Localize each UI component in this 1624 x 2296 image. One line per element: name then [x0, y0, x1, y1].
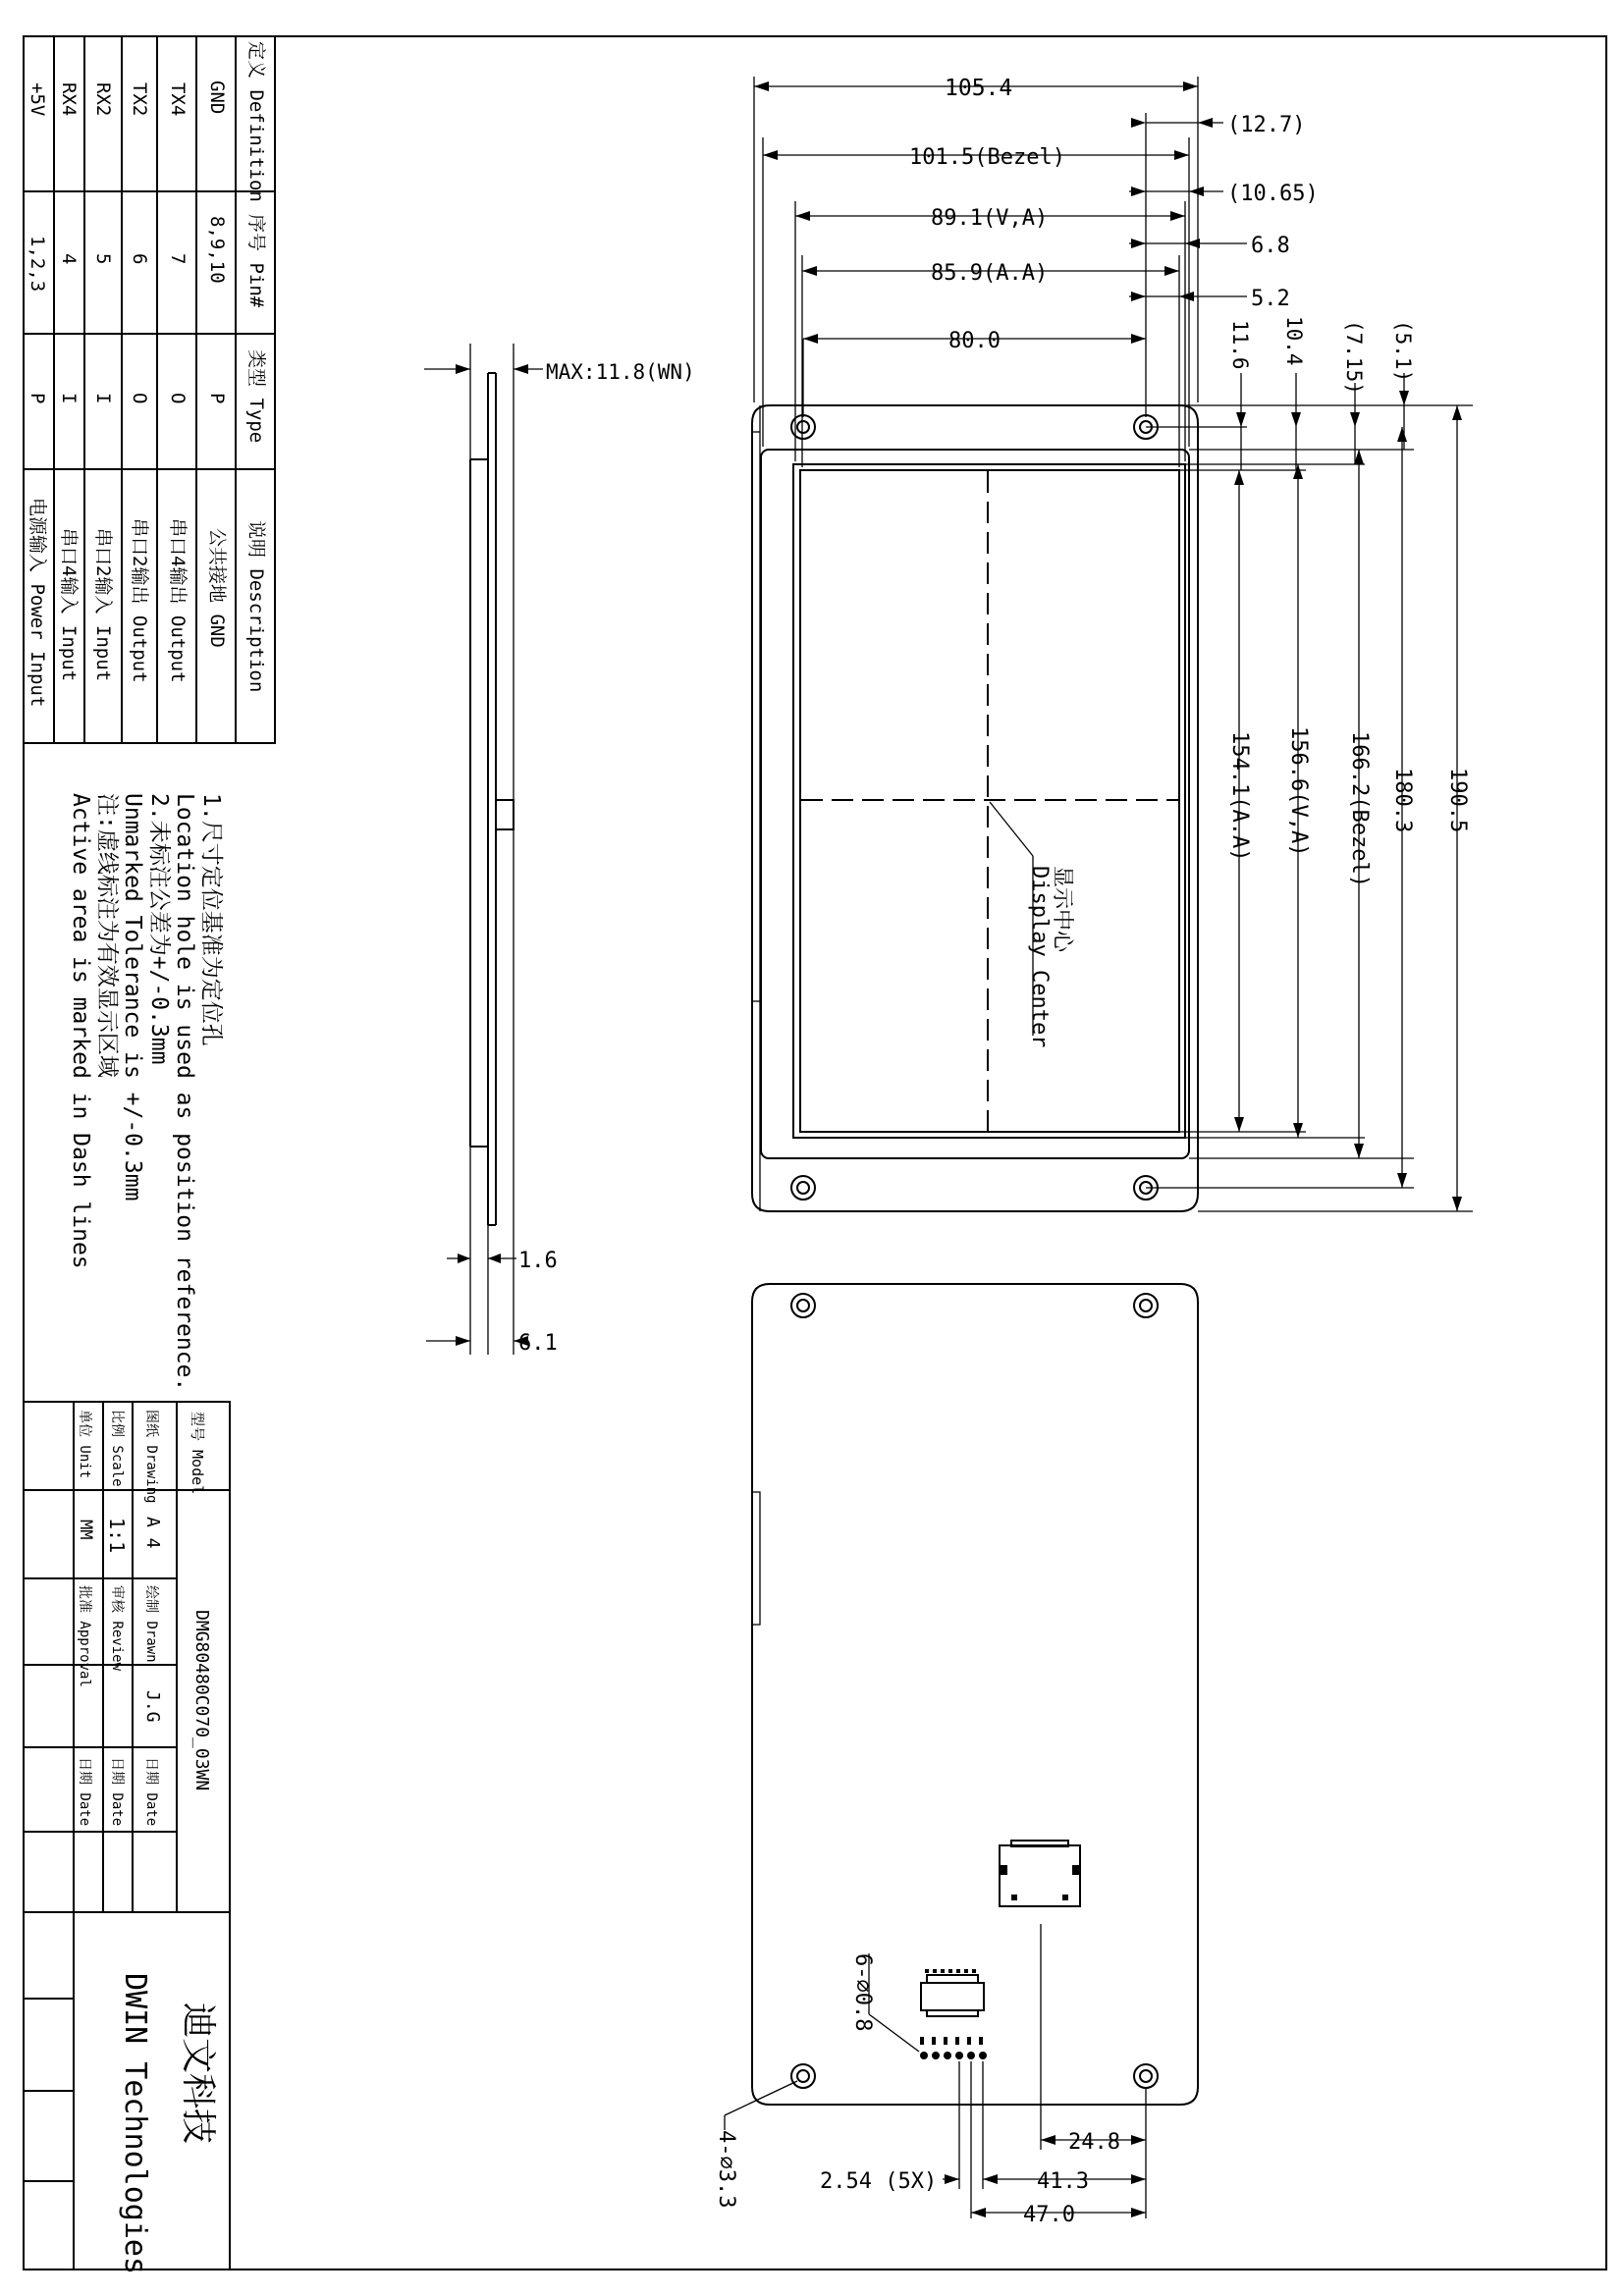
unit-label: 单位 Unit [77, 1410, 92, 1479]
drawing-value: A 4 [142, 1517, 163, 1549]
dim-41-3: 41.3 [1037, 2169, 1089, 2194]
display-center-cn: 显示中心 [1050, 866, 1074, 953]
cell-type: O [167, 393, 189, 404]
note-3-cn: 注:虚线标注为有效显示区域 [94, 793, 120, 1078]
cell-desc: 串口4输出 Output [167, 518, 189, 683]
pin-table [24, 36, 275, 743]
dim-va-height: 156.6(V,A) [1286, 726, 1311, 857]
review-label: 审核 Review [109, 1585, 125, 1672]
holes-small-label: 6-⌀0.8 [850, 1953, 875, 2032]
cell-desc: 串口4输入 Input [58, 528, 80, 682]
cell-type: P [27, 393, 48, 404]
scale-label: 比例 Scale [109, 1410, 125, 1487]
cell-desc: 电源输入 Power Input [27, 498, 48, 708]
dim-6-8: 6.8 [1251, 234, 1290, 258]
cell-def: +5V [27, 82, 48, 117]
date-label-2: 日期 Date [109, 1757, 125, 1827]
dim-24-8: 24.8 [1068, 2130, 1120, 2155]
scale-value: 1:1 [105, 1518, 129, 1554]
drawn-value: J.G [142, 1690, 163, 1723]
pads-top [925, 1969, 976, 1973]
approval-label: 批准 Approval [77, 1585, 92, 1687]
dim-80: 80.0 [948, 329, 1001, 353]
cell-desc: 公共接地 GND [206, 528, 228, 648]
note-2-en: Unmarked Tolerance is +/-0.3mm [120, 793, 145, 1201]
header-description: 说明 Description [245, 520, 267, 693]
dim-aa-height: 154.1(A.A) [1227, 731, 1252, 862]
model-value: DMG80480C070_03WN [191, 1610, 212, 1791]
cell-def: TX4 [167, 82, 189, 117]
cell-pin: 5 [92, 253, 114, 265]
date-label-3: 日期 Date [77, 1757, 92, 1827]
cell-pin: 7 [167, 253, 189, 265]
header-definition: 定义 Definition [245, 41, 267, 202]
dim-5-1: (5.1) [1391, 320, 1415, 383]
dim-12-7: (12.7) [1227, 113, 1306, 137]
dim-47: 47.0 [1023, 2203, 1075, 2227]
cell-def: RX4 [58, 82, 80, 117]
note-1-cn: 1.尺寸定位基准为定位孔 [198, 793, 224, 1046]
dim-5-2: 5.2 [1251, 287, 1290, 311]
note-2-cn: 2.未标注公差为+/-0.3mm [146, 793, 172, 1065]
cell-def: RX2 [92, 82, 114, 117]
side-view [424, 344, 695, 1356]
dim-pitch: 2.54 (5X) [820, 2169, 938, 2194]
dim-bezel-width: 101.5(Bezel) [909, 145, 1065, 170]
dim-10-4: 10.4 [1282, 316, 1306, 366]
header-type: 类型 Type [245, 349, 267, 444]
holes-big-label: 4-⌀3.3 [714, 2130, 738, 2209]
dim-105-4: 105.4 [945, 76, 1013, 101]
dim-11-6: 11.6 [1228, 320, 1252, 370]
dim-6-1: 6.1 [518, 1331, 558, 1356]
cell-desc: 串口2输出 Output [129, 518, 150, 683]
display-center-en: Display Center [1027, 866, 1052, 1048]
dim-bezel-height: 166.2(Bezel) [1347, 731, 1372, 887]
notes [68, 793, 224, 1391]
cell-pin: 6 [129, 253, 150, 265]
front-view [752, 76, 1473, 1211]
cell-type: I [58, 393, 80, 404]
cell-def: TX2 [129, 82, 150, 117]
cell-type: P [206, 393, 228, 404]
date-label-1: 日期 Date [143, 1757, 159, 1827]
drawn-label: 绘制 Drawn [143, 1585, 159, 1663]
company-cn: 迪文科技 [178, 2002, 218, 2145]
dim-1-6: 1.6 [518, 1249, 558, 1273]
back-view [714, 1284, 1198, 2227]
dim-190-5: 190.5 [1445, 768, 1470, 833]
unit-value: MM [76, 1520, 95, 1540]
dim-aa-width: 85.9(A.A) [931, 261, 1049, 286]
company-en: DWIN Technologies [118, 1973, 152, 2275]
header-pin: 序号 Pin# [245, 214, 267, 308]
dim-max-height: MAX:11.8(WN) [546, 360, 695, 384]
cell-type: O [129, 393, 150, 404]
note-1-en: Location hole is used as position reference. [172, 793, 197, 1392]
title-block [24, 1402, 230, 2274]
cell-pin: 1,2,3 [27, 236, 48, 293]
dim-7-15: (7.15) [1342, 320, 1366, 395]
pin-holes [920, 2037, 987, 2059]
cell-type: I [92, 393, 114, 404]
dim-10-65: (10.65) [1227, 182, 1319, 206]
model-label: 型号 Model [189, 1412, 206, 1495]
dim-va-width: 89.1(V,A) [931, 206, 1049, 231]
note-3-en: Active area is marked in Dash lines [68, 793, 93, 1269]
drawing-label: 图纸 Drawing [143, 1410, 159, 1504]
dim-180-3: 180.3 [1390, 768, 1415, 833]
cell-pin: 8,9,10 [206, 216, 228, 284]
cell-desc: 串口2输入 Input [92, 528, 114, 682]
cell-def: GND [206, 80, 228, 115]
cell-pin: 4 [58, 253, 80, 265]
